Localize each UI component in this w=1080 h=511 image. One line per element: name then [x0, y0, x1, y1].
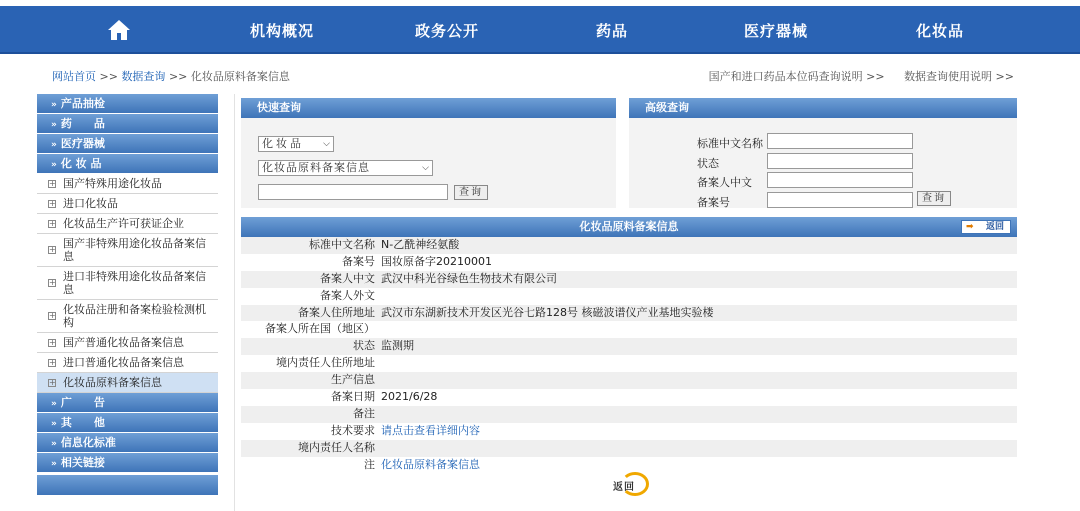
field-value [375, 288, 381, 305]
sidebar-category-inspection[interactable] [37, 94, 218, 114]
field-value [375, 406, 381, 423]
field-value: 国妆原备字20210001 [381, 254, 492, 268]
field-label: 标准中文名称 [309, 238, 375, 251]
nav-item-government[interactable]: 政务公开 [415, 22, 480, 40]
record-detail-panel [241, 217, 1017, 507]
table-row [241, 457, 1017, 474]
field-label: 技术要求 [331, 423, 375, 437]
field-value [375, 440, 381, 457]
registrant-input[interactable] [767, 172, 913, 188]
field-value: 2021/6/28 [381, 390, 438, 404]
advanced-search-button[interactable]: 查询 [917, 191, 951, 206]
sidebar-category-devices[interactable] [37, 134, 218, 154]
plus-box-icon: + [49, 337, 56, 347]
record-detail-header [241, 217, 1017, 237]
field-label: 状态 [353, 339, 375, 353]
breadcrumb-current: 化妆品原料备案信息 [190, 70, 290, 83]
data-query-help-link[interactable]: 数据查询使用说明 >> [904, 70, 1014, 83]
sidebar-category-label: 信息化标准 [60, 436, 116, 449]
field-label: 境内责任人住所地址 [276, 356, 375, 370]
quick-search-button[interactable]: 查询 [454, 185, 488, 200]
sidebar-category-drugs[interactable] [37, 114, 218, 134]
field-value: 监测期 [381, 339, 414, 353]
sidebar-category-label: 医疗器械 [60, 137, 105, 150]
back-button-top[interactable] [961, 220, 1011, 234]
sidebar-item-imported-general[interactable] [37, 353, 218, 373]
top-navigation [0, 6, 1080, 54]
chevron-right-icon: » [51, 100, 57, 110]
technical-requirements-link[interactable]: 请点击查看详细内容 [381, 423, 480, 437]
table-row [241, 355, 1017, 372]
sidebar [37, 94, 218, 499]
nav-item-agency[interactable]: 机构概况 [250, 22, 315, 40]
label-registrant: 备案人中文 [697, 176, 752, 189]
field-label: 生产信息 [331, 373, 375, 387]
sidebar-item-label: 化妆品注册和备案检验检测机构 [63, 303, 206, 329]
table-row [241, 271, 1017, 288]
sidebar-item-label: 国产普通化妆品备案信息 [63, 336, 184, 349]
field-label: 备案人住所地址 [298, 305, 375, 319]
sidebar-item-label: 国产特殊用途化妆品 [63, 177, 162, 190]
plus-box-icon: + [49, 311, 56, 320]
advanced-search-title: 高级查询 [629, 98, 1017, 118]
label-standard-name: 标准中文名称 [697, 137, 763, 150]
sidebar-category-label: 药 品 [60, 117, 105, 130]
label-status: 状态 [697, 157, 719, 170]
table-row [241, 338, 1017, 355]
dataset-select-value: 化妆品原料备案信息 [262, 161, 370, 174]
top-help-links [693, 68, 1014, 84]
record-number-input[interactable] [767, 192, 913, 208]
field-value [375, 355, 381, 372]
table-row [241, 406, 1017, 423]
category-select[interactable] [258, 136, 334, 152]
sidebar-item-raw-materials[interactable] [37, 373, 218, 393]
breadcrumb-separator: >> [168, 70, 188, 83]
breadcrumb-data-query-link[interactable]: 数据查询 [121, 70, 166, 83]
nav-item-drugs[interactable]: 药品 [596, 22, 629, 40]
back-button-label: 返回 [985, 222, 1004, 232]
quick-search-panel [241, 98, 616, 208]
sidebar-item-label: 化妆品原料备案信息 [63, 376, 162, 389]
sidebar-item-label: 进口非特殊用途化妆品备案信息 [63, 270, 206, 296]
sidebar-category-standards[interactable] [37, 433, 218, 453]
arrow-right-icon: ➡ [966, 222, 974, 232]
chevron-right-icon: » [51, 140, 57, 150]
chevron-down-icon: ⌵ [323, 139, 330, 149]
label-record-number: 备案号 [697, 196, 730, 209]
breadcrumb-home-link[interactable]: 网站首页 [52, 70, 96, 83]
field-label: 备案人中文 [320, 271, 375, 285]
table-row [241, 305, 1017, 322]
home-icon[interactable] [107, 19, 131, 41]
field-value: 武汉中科光谷绿色生物技术有限公司 [381, 271, 557, 285]
sidebar-item-imported[interactable] [37, 194, 218, 214]
standard-name-input[interactable] [767, 133, 913, 149]
plus-box-icon: + [49, 357, 56, 367]
nav-item-devices[interactable]: 医疗器械 [744, 22, 809, 40]
field-label: 备案人所在国（地区） [265, 322, 375, 336]
sidebar-category-label: 化 妆 品 [60, 157, 102, 170]
sidebar-category-other[interactable] [37, 413, 218, 433]
table-row [241, 237, 1017, 254]
sidebar-footer-bar [37, 475, 218, 495]
quick-search-input[interactable] [258, 184, 448, 200]
sidebar-item-testing-agencies[interactable] [37, 300, 218, 333]
dataset-select[interactable] [258, 160, 433, 176]
sidebar-item-imported-nonspecial[interactable] [37, 267, 218, 300]
table-row [241, 389, 1017, 406]
field-label: 备案人外文 [320, 288, 375, 302]
quick-search-title: 快速查询 [241, 98, 616, 118]
field-label: 备案号 [342, 254, 375, 268]
category-select-value: 化妆品 [262, 137, 304, 150]
table-row [241, 372, 1017, 389]
field-label: 备案日期 [331, 390, 375, 404]
record-detail-table [241, 237, 1017, 473]
table-row [241, 254, 1017, 271]
sidebar-category-label: 其 他 [60, 416, 105, 429]
field-label: 注 [364, 457, 375, 471]
chevron-right-icon: » [51, 120, 57, 130]
table-row [241, 423, 1017, 440]
table-row [241, 440, 1017, 457]
field-value [375, 372, 381, 389]
sidebar-category-label: 产品抽检 [60, 97, 105, 110]
sidebar-category-label: 广 告 [60, 396, 105, 409]
table-row [241, 288, 1017, 305]
sidebar-category-cosmetics[interactable] [37, 154, 218, 174]
sidebar-item-label: 进口普通化妆品备案信息 [63, 356, 184, 369]
breadcrumb [52, 68, 290, 84]
chevron-right-icon: » [51, 439, 57, 449]
field-label: 备注 [353, 406, 375, 420]
plus-box-icon: + [49, 377, 56, 387]
sidebar-category-label: 相关链接 [60, 456, 105, 469]
back-button-bottom-label: 返回 [613, 482, 635, 493]
sidebar-item-production-license[interactable] [37, 214, 218, 234]
sidebar-item-label: 化妆品生产许可获证企业 [63, 217, 184, 230]
sidebar-item-label: 进口化妆品 [63, 197, 118, 210]
field-value: 武汉市东湖新技术开发区光谷七路128号 核磁波谱仪产业基地实验楼 [381, 305, 714, 319]
field-value [375, 321, 381, 338]
chevron-down-icon: ⌵ [422, 163, 429, 173]
sidebar-item-domestic-general[interactable] [37, 333, 218, 353]
sidebar-item-domestic-special[interactable] [37, 174, 218, 194]
sidebar-item-domestic-nonspecial[interactable] [37, 234, 218, 267]
plus-box-icon: + [49, 178, 56, 188]
chevron-right-icon: » [51, 459, 57, 469]
chevron-right-icon: » [51, 160, 57, 170]
chevron-right-icon: » [51, 399, 57, 409]
field-value: N-乙酰神经氨酸 [381, 238, 460, 251]
breadcrumb-separator: >> [99, 70, 118, 83]
drug-code-help-link[interactable]: 国产和进口药品本位码查询说明 >> [708, 70, 885, 83]
nav-item-cosmetics[interactable]: 化妆品 [916, 22, 965, 40]
plus-box-icon: + [49, 198, 56, 208]
main-panel [234, 94, 1022, 511]
sidebar-item-label: 国产非特殊用途化妆品备案信息 [63, 237, 206, 263]
sidebar-category-links[interactable] [37, 453, 218, 473]
plus-box-icon: + [49, 218, 56, 228]
advanced-search-panel [629, 98, 1017, 208]
record-detail-title: 化妆品原料备案信息 [579, 220, 679, 233]
plus-box-icon: + [49, 278, 56, 287]
chevron-right-icon: » [51, 419, 57, 429]
status-input[interactable] [767, 153, 913, 169]
plus-box-icon: + [49, 245, 56, 254]
table-row [241, 321, 1017, 338]
sidebar-category-ads[interactable] [37, 393, 218, 413]
field-label: 境内责任人名称 [298, 440, 375, 454]
note-link[interactable]: 化妆品原料备案信息 [381, 457, 480, 471]
back-button-bottom[interactable] [613, 472, 651, 496]
